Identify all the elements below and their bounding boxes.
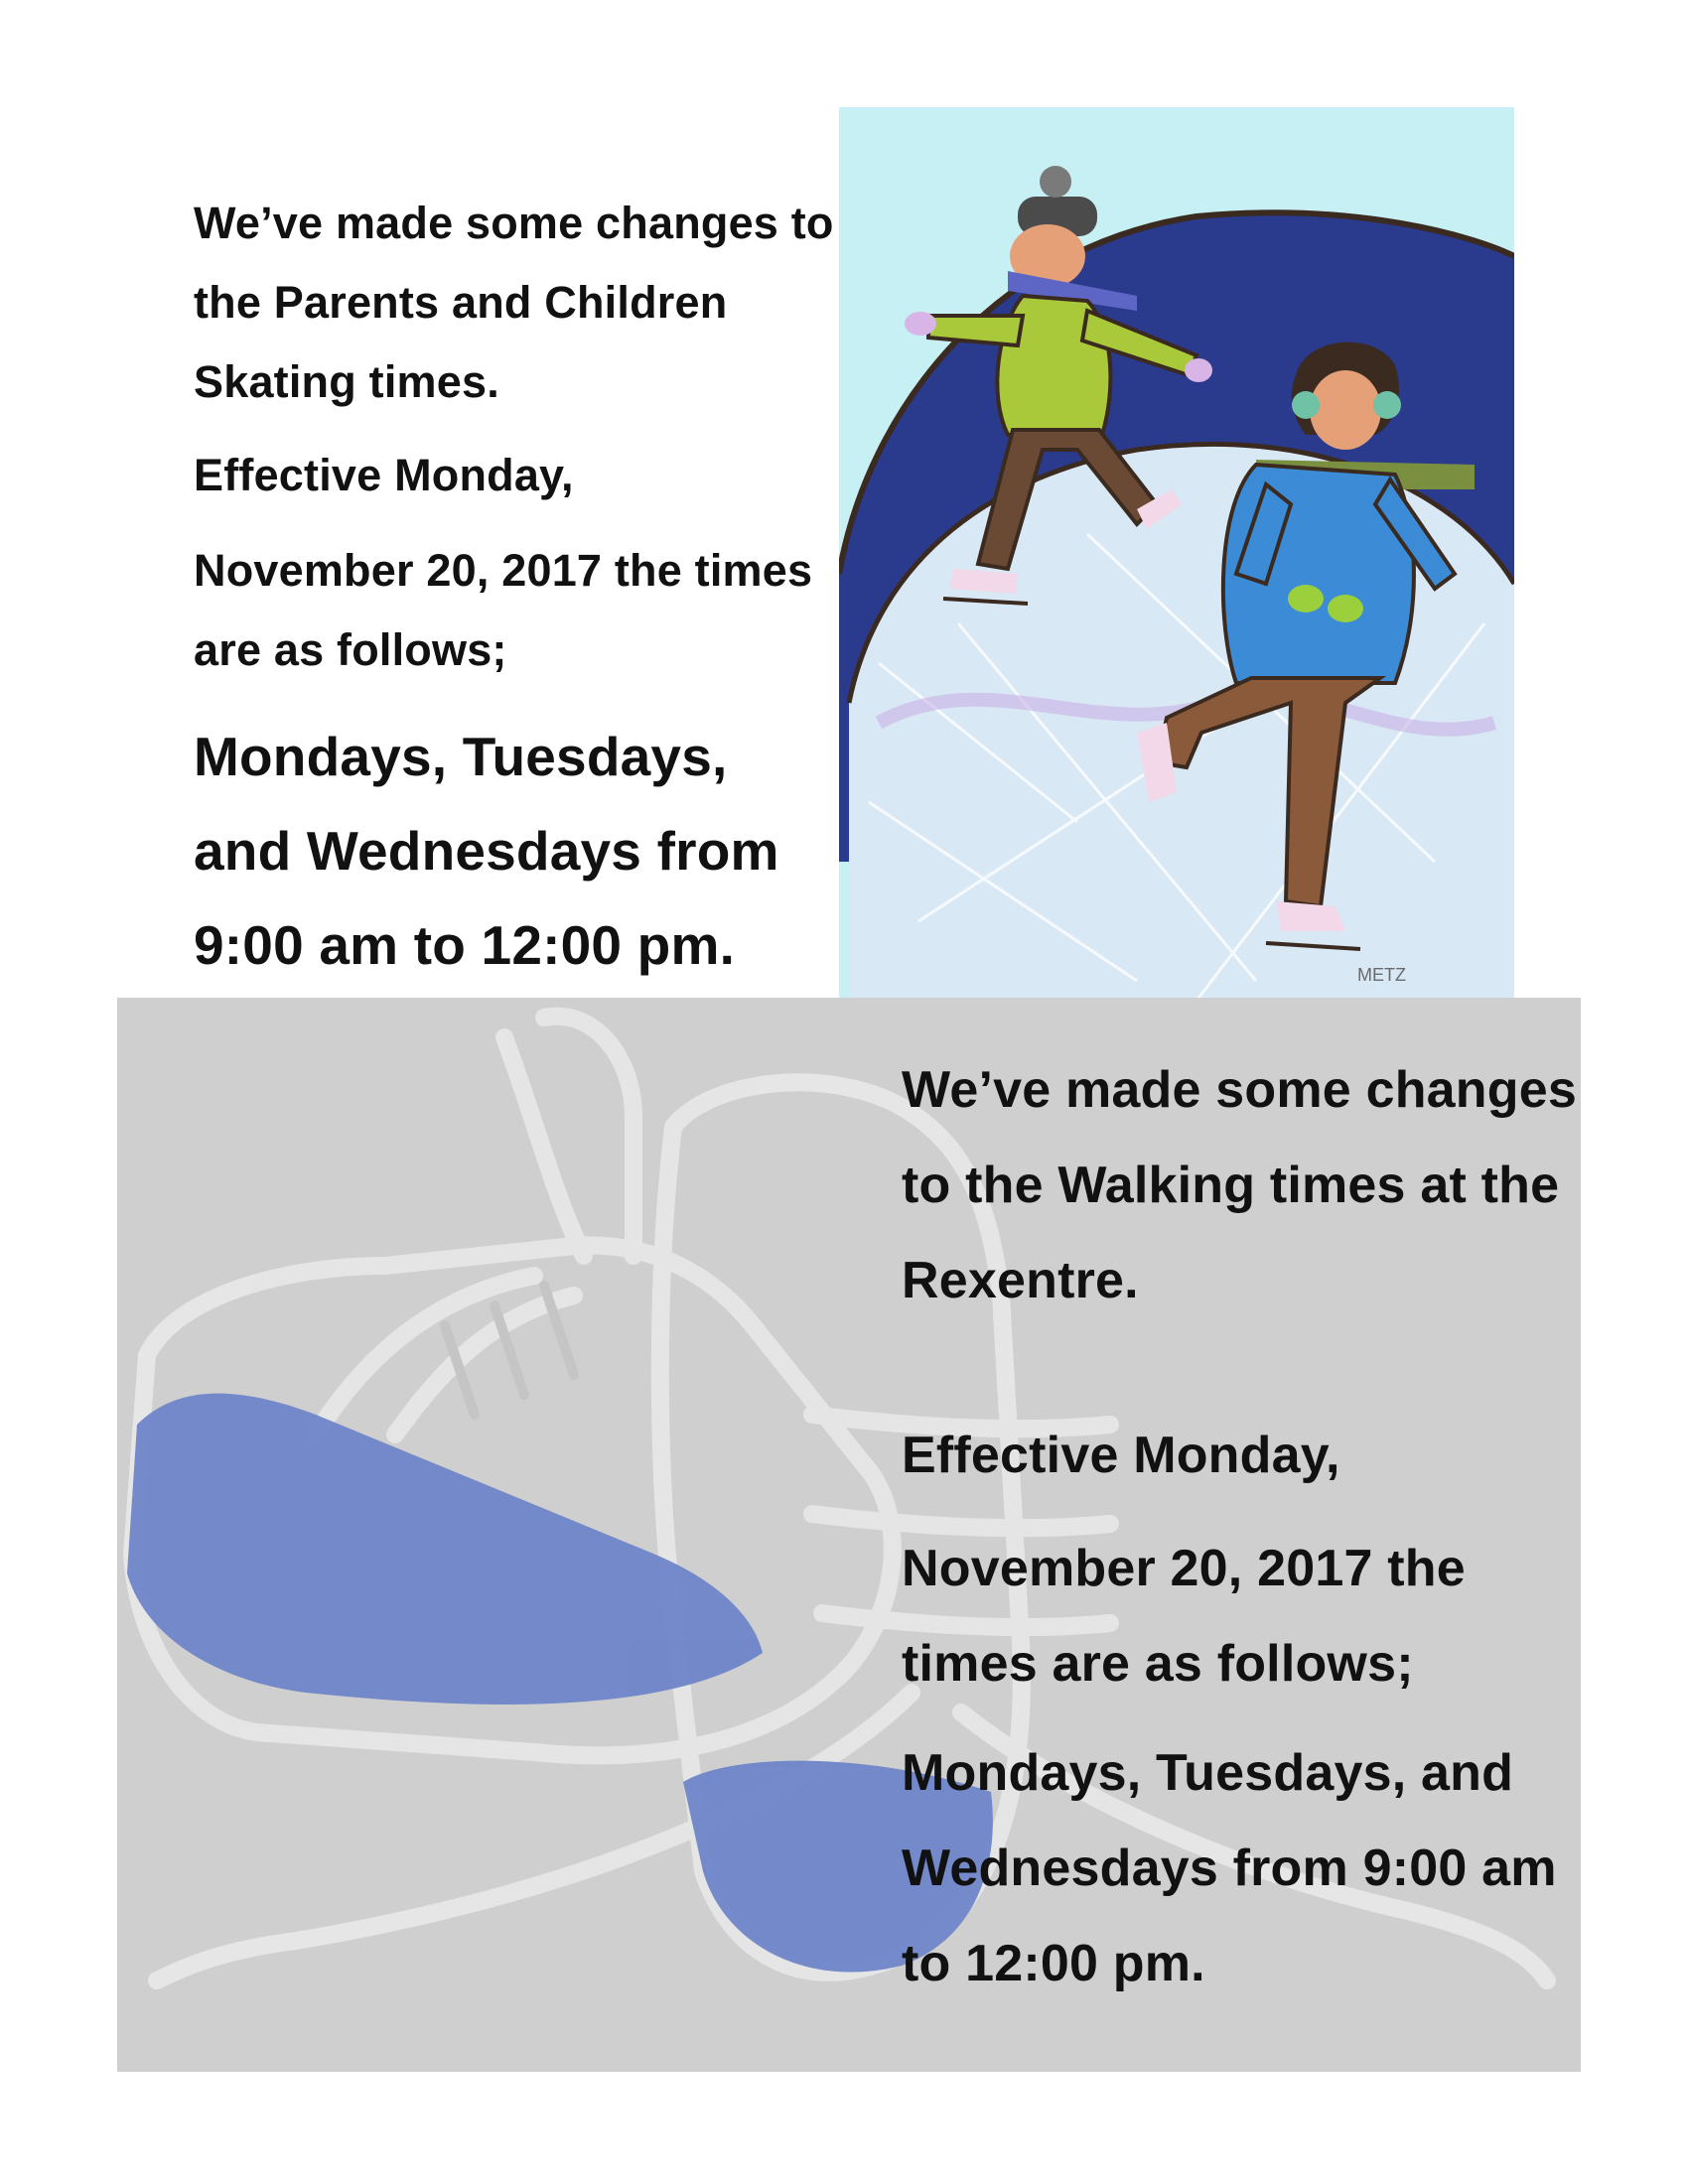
walking-intro: We’ve made some changes to the Walking times at the Rexentre.	[902, 1061, 1577, 1309]
artist-signature: METZ	[1357, 965, 1406, 985]
ice-skaters-icon	[839, 107, 1514, 1023]
skating-intro: We’ve made some changes to the Parents and Children Skating times.	[194, 198, 834, 407]
walking-effective-date: November 20, 2017 the times are as follows;	[902, 1540, 1466, 1693]
skating-notice	[194, 184, 839, 993]
skating-effective-date: November 20, 2017 the times are as follows;	[194, 545, 813, 675]
walking-notice-panel	[117, 998, 1581, 2072]
skating-effective-day: Effective Monday,	[194, 450, 574, 500]
walking-schedule: Mondays, Tuesdays, and Wednesdays from 9:00 am to 12:00 pm.	[902, 1744, 1557, 1992]
skating-schedule: Mondays, Tuesdays, and Wednesdays from 9:00 am to 12:00 pm.	[194, 726, 779, 976]
ice-skaters-illustration	[839, 107, 1514, 1023]
walking-effective-day: Effective Monday,	[902, 1427, 1340, 1484]
walking-notice	[902, 1042, 1577, 2011]
